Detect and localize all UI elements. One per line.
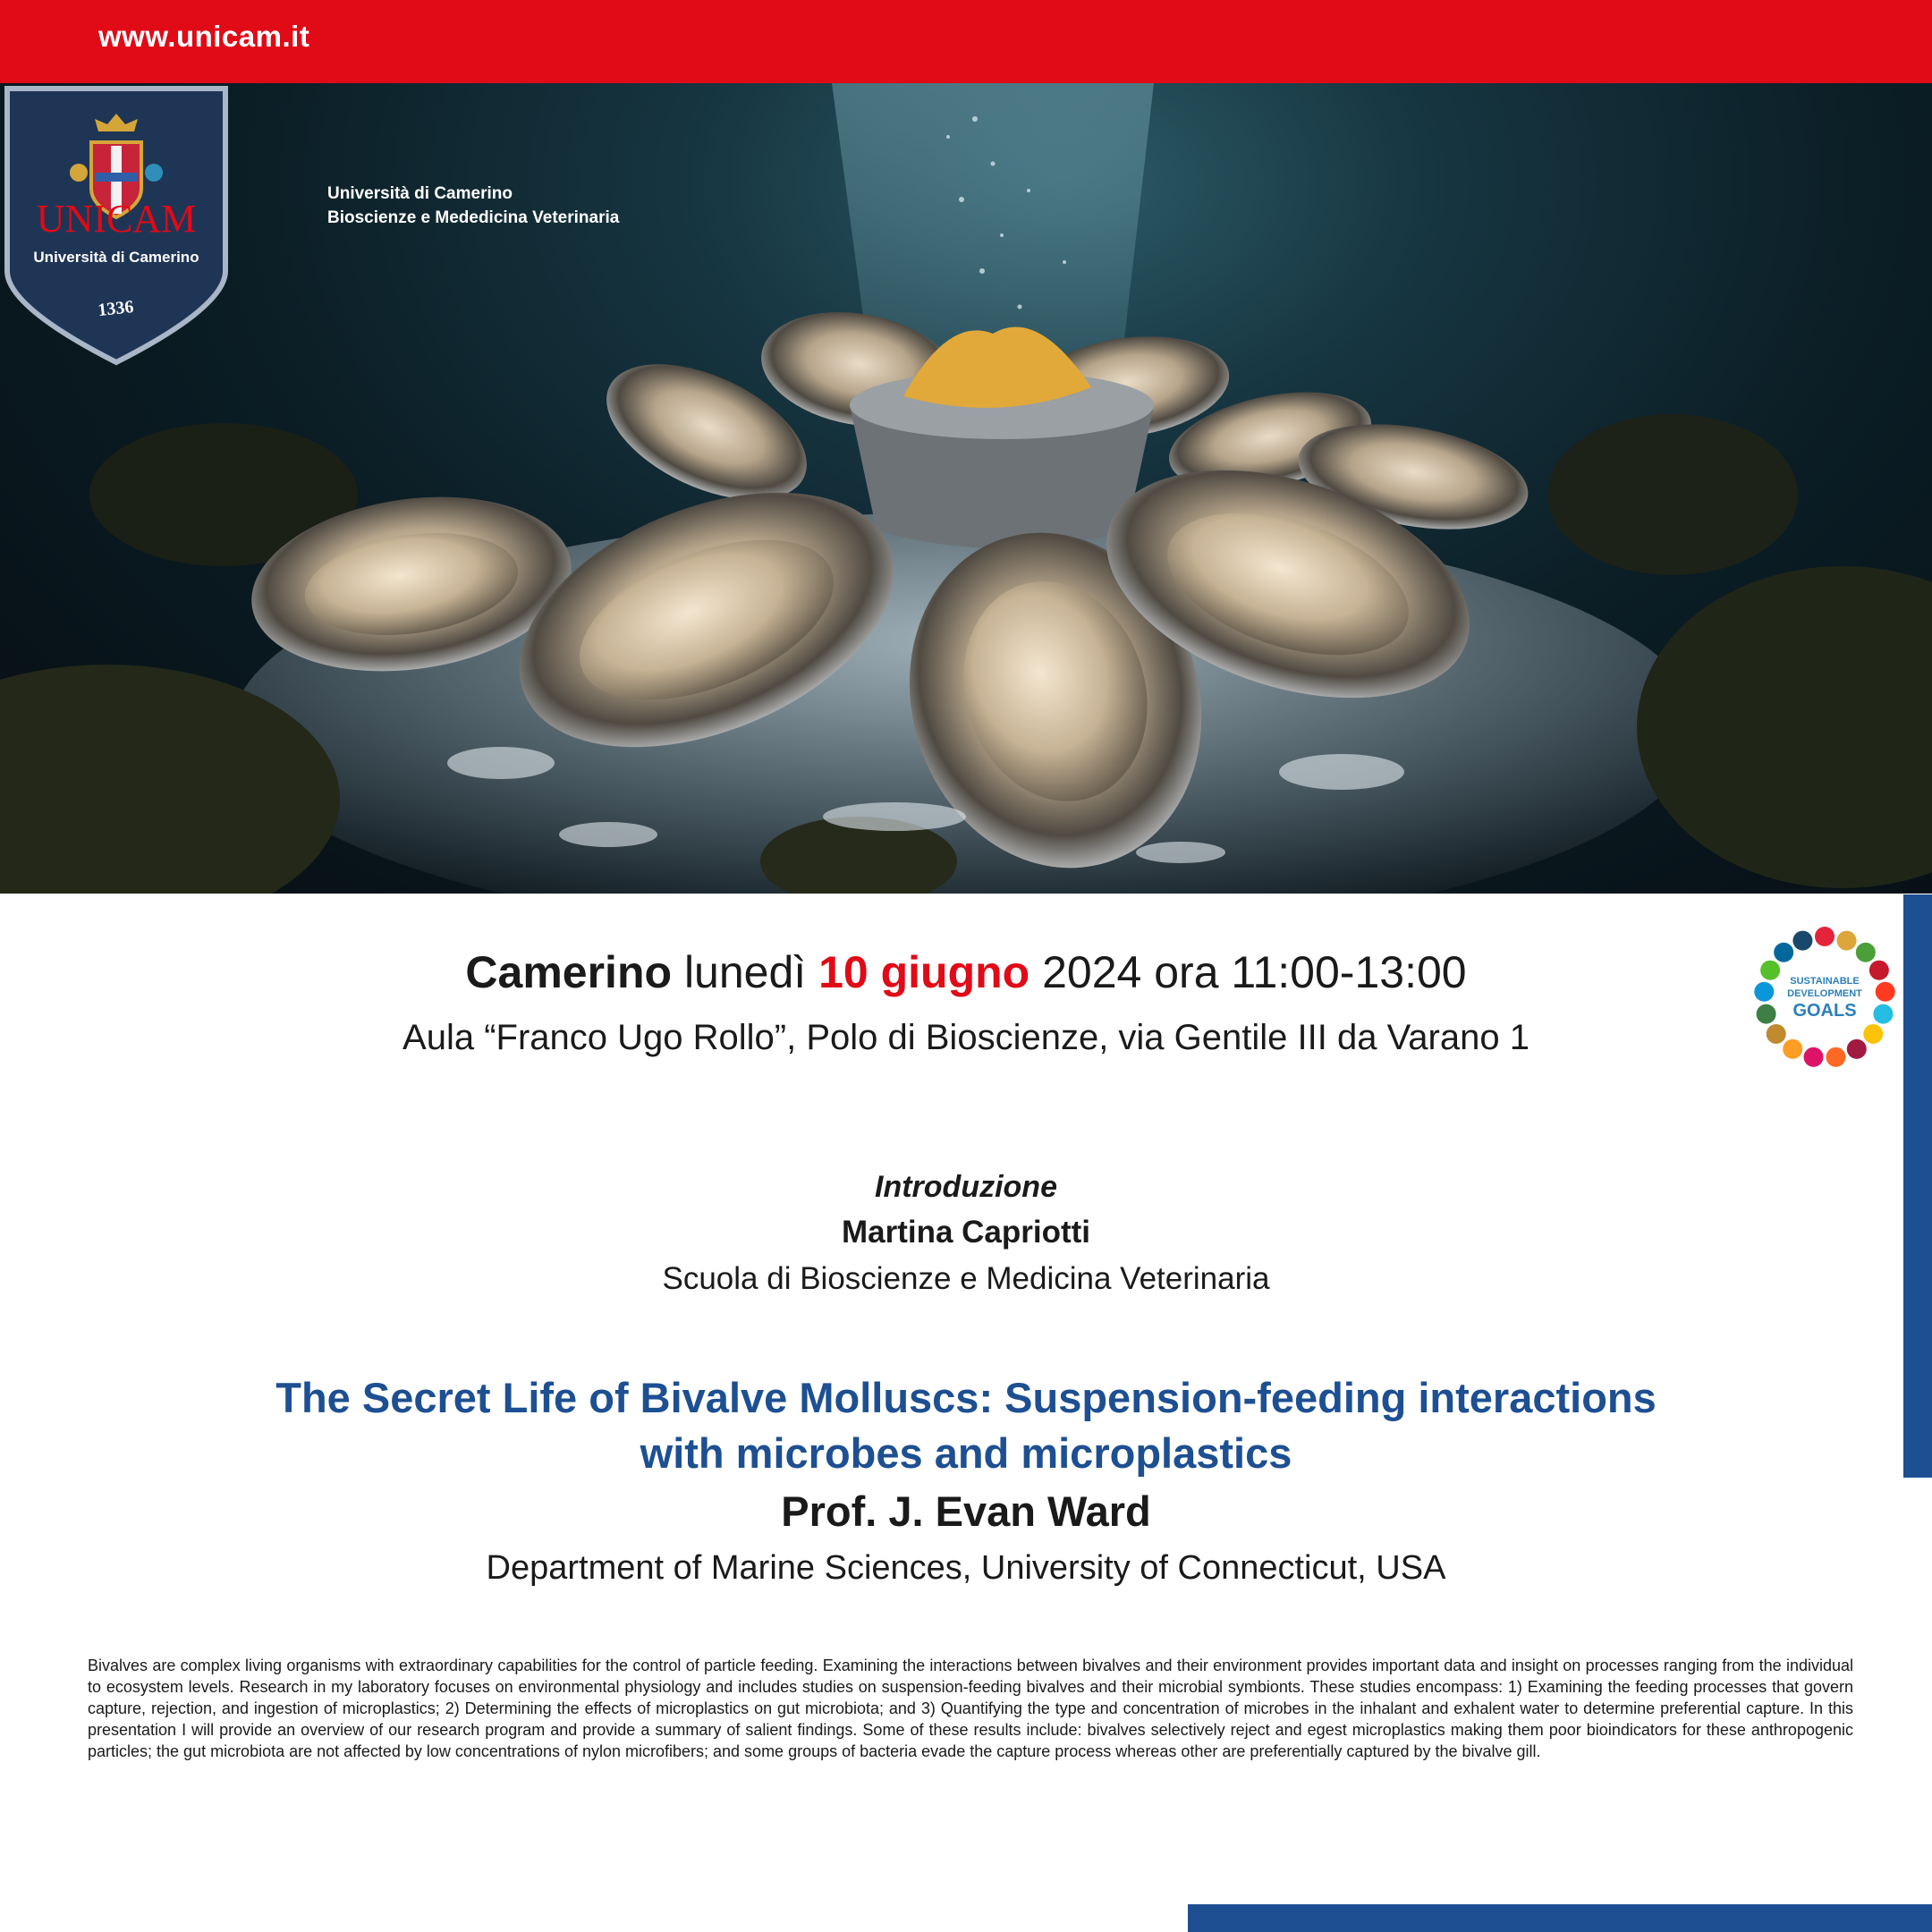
sdg-goal-dot [1815,927,1835,946]
sdg-goal-dot [1774,943,1793,962]
event-venue: Aula “Franco Ugo Rollo”, Polo di Bioscienze, via Gentile III da Varano 1 [402,1018,1530,1057]
sdg-goal-dot [1760,961,1780,980]
event-date: 10 giugno [818,947,1030,997]
sdg-goal-dot [1792,931,1812,951]
top-red-bar [0,0,1932,83]
svg-text:UNICAM: UNICAM [36,197,197,241]
oyster-hero-image [0,83,1932,894]
event-city: Camerino [465,947,673,997]
talk-title-line-2: with microbes and microplastics [640,1429,1292,1477]
sdg-goal-dot [1757,1004,1776,1024]
event-date-line [0,946,1932,998]
svg-text:1336: 1336 [97,297,135,321]
speaker-affiliation: Department of Marine Sciences, University of Connecticut, USA [486,1549,1446,1587]
institution-line-1: Università di Camerino [327,184,513,203]
event-weekday: lunedì [683,947,807,997]
svg-text:Università di Camerino: Università di Camerino [33,249,199,266]
institution-name [327,182,619,230]
svg-text:DEVELOPMENT: DEVELOPMENT [1787,988,1862,999]
sdg-wheel-logo [1749,921,1901,1073]
sdg-goal-dot [1863,1024,1883,1044]
website-link[interactable]: www.unicam.it [98,20,310,53]
bottom-blue-strip [1188,1904,1932,1932]
intro-affiliation: Scuola di Bioscienze e Medicina Veterinaria [662,1261,1270,1296]
intro-label: Introduzione [875,1170,1057,1204]
sdg-goal-dot [1826,1047,1845,1067]
event-year-time: 2024 ora 11:00-13:00 [1042,947,1467,997]
sdg-goal-dot [1847,1039,1867,1059]
sdg-goal-dot [1856,943,1876,962]
sdg-goal-dot [1804,1047,1824,1067]
sdg-goal-dot [1767,1024,1786,1044]
svg-text:SUSTAINABLE: SUSTAINABLE [1790,976,1860,987]
institution-line-2: Bioscienze e Mededicina Veterinaria [327,208,620,227]
intro-speaker-name: Martina Capriotti [841,1215,1091,1250]
sdg-goal-dot [1837,931,1857,951]
unicam-shield-logo [0,83,233,369]
talk-title [0,1370,1932,1481]
sdg-goal-dot [1754,982,1774,1002]
sdg-goal-dot [1869,961,1889,980]
svg-text:GOALS: GOALS [1792,1001,1857,1021]
sdg-goal-dot [1783,1039,1802,1059]
sdg-goal-dot [1873,1004,1893,1024]
sdg-goal-dot [1876,982,1895,1002]
speaker-name: Prof. J. Evan Ward [781,1487,1151,1535]
talk-title-line-1: The Secret Life of Bivalve Molluscs: Suspension-feeding interactions [275,1374,1657,1421]
abstract-text: Bivalves are complex living organisms with extraordinary capabilities for the control of particle feeding. Examining the interactions between bivalves and their environment provides important data and insight on processes ranging from the individual to ecosystem levels. Research in my laboratory focuses on environmental physiology and includes studies on suspension-feeding bivalves and their microbial symbionts. These studies encompass: 1) Examining the feeding processes that govern capture, rejection, and ingestion of microplastics; 2) Determining the effects of microplastics on gut microbiota; and 3) Quantifying the type and concentration of microbes in the inhalant and exhalent water to determine preferential capture. In this presentation I will provide an overview of our research program and provide a summary of salient findings. Some of these results include: bivalves selectively reject and egest microplastics making them poor bioindicators for these anthropogenic particles; the gut microbiota are not affected by low concentrations of nylon microfibers; and some groups of bacteria evade the capture process whereas other are preferentially captured by the bivalve gill. [88,1657,1853,1760]
